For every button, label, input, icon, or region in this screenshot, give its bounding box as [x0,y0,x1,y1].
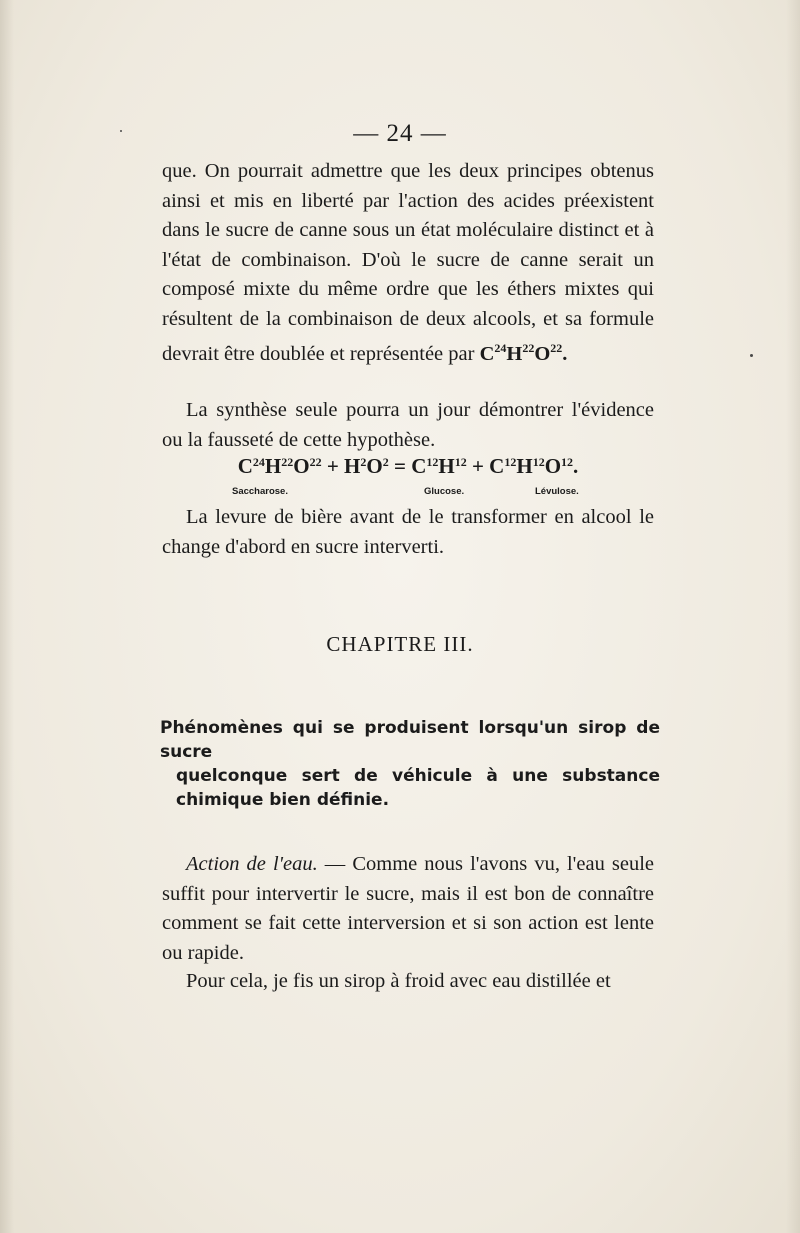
compound-name-labels [162,486,654,502]
paper-speck [120,130,122,132]
equals-sign: = [393,454,406,478]
paragraph-5-text: Pour cela, je fis un sirop à froid avec eau distillée et [186,970,611,992]
page-edge-shadow-left [0,0,14,1233]
formula-saccharose: $C^{24}H^{22}O^{22}$ [237,454,322,478]
chapter-subtitle-line-1: Phénomènes qui se produisent lorsqu'un sirop de sucre [160,718,660,762]
label-glucose: Glucose. [424,486,465,497]
chapter-subtitle-rest: quelconque sert de véhicule à une substance chimique bien définie. [176,766,660,810]
paragraph-1 [162,157,654,369]
page-edge-shadow-right [786,0,800,1233]
page-number: — 24 — [353,120,447,147]
paragraph-1-formula: $C^{24}H^{22}O^{22}$. [479,341,568,365]
plus-sign: + [326,454,339,478]
paper-speck [750,354,753,357]
paragraph-1-text: que. On pourrait admettre que les deux principes obtenus ainsi et mis en liberté par l'action des acides préexistent dans le sucre de canne sous un état moléculaire distinct et à l'état de combinaison. D'où le sucre de canne serait un composé mixte du même ordre que les éthers mixtes qui résultent de la combinaison de deux alcools, et sa formule devrait être doublée et représentée par [162,160,654,365]
paragraph-5 [162,967,654,997]
plus-sign: + [471,454,484,478]
formula-water: $H^2O^2$ [344,454,389,478]
paragraph-4-text: — Comme nous l'avons vu, l'eau seule suffit pour intervertir le sucre, mais il est bon de connaître comment se fait cette interversion et si son action est lente ou rapide. [162,853,654,964]
paragraph-2-text: La synthèse seule pourra un jour démontrer l'évidence ou la fausseté de cette hypothèse. [162,399,654,451]
label-levulose: Lévulose. [535,486,579,497]
chapter-subtitle [160,716,660,812]
paragraph-3 [162,503,654,562]
formula-levulose: $C^{12}H^{12}O^{12}$. [489,454,579,478]
chapter-title: CHAPITRE III. [326,632,474,656]
label-saccharose: Saccharose. [232,486,288,497]
paragraph-3-text: La levure de bière avant de le transformer en alcool le change d'abord en sucre interverti. [162,506,654,558]
section-heading-italic: Action de l'eau. [186,853,318,875]
chemical-equation [162,454,654,479]
paragraph-4 [162,850,654,968]
paragraph-2 [162,396,654,455]
formula-glucose: $C^{12}H^{12}$ [411,454,467,478]
